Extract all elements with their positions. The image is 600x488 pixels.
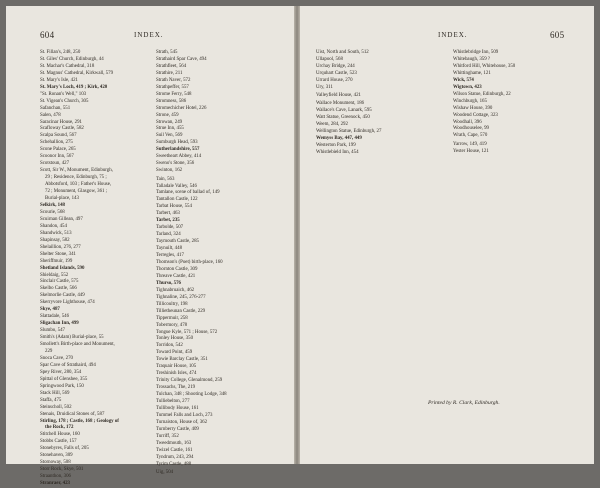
index-entry: Tyndrum, 243, 294 — [156, 454, 194, 460]
index-entry: Stornoway, 508 — [40, 460, 71, 466]
index-entry: Scafloway Castle, 582 — [40, 126, 84, 132]
index-entry: Shetland Islands, 590 — [40, 265, 85, 271]
page-number: 604 — [40, 30, 55, 40]
index-entry: Valleyfield House, 421 — [316, 93, 361, 99]
index-entry: Sumburgh Head, 593 — [156, 140, 198, 146]
index-entry: Stobbs Castle, 157 — [40, 439, 77, 445]
index-entry: Skye, 487 — [40, 307, 60, 313]
index-entry: Staffa, 475 — [40, 397, 62, 403]
index-entry: Stranraer, 423 — [40, 481, 70, 487]
index-entry: Stitchell House, 160 — [40, 432, 80, 438]
index-entry: Whitebaugh, 359 ? — [453, 56, 491, 62]
index-entry: Weem, 284, 292 — [316, 122, 348, 128]
index-entry: Tulchan, 348 ; Shooting Lodge, 348 — [156, 392, 227, 398]
index-entry: Selkirk, 148 — [40, 202, 66, 208]
index-entry: Stromness, 586 — [156, 98, 187, 104]
index-entry: Stonehaven, 309 — [40, 453, 73, 459]
index-entry: Treshinish Isles, 474 — [156, 371, 197, 377]
running-header: INDEX. — [438, 31, 468, 39]
index-entry: Strone, 459 — [156, 112, 179, 118]
index-entry: Ury, 311 — [316, 84, 333, 90]
index-entry: Wigtown, 423 — [453, 84, 482, 90]
index-entry: Wemyss Bay, 447, 449 — [316, 136, 362, 142]
index-entry: Tippermuir, 258 — [156, 315, 188, 321]
index-entry: Yarrow, 149, 419 — [453, 141, 487, 147]
index-entry: Shapinsay, 582 — [40, 237, 70, 243]
index-entry: Slattadale, 546 — [40, 314, 70, 320]
index-entry: "St. Ronan's Well," 103 — [40, 91, 87, 97]
index-entry: Snoca Cave, 270 — [40, 355, 74, 361]
index-entry: Wilson Statue, Edinburgh, 22 — [453, 91, 511, 97]
index-entry: Tain, 563 — [156, 176, 175, 182]
index-entry: Towie Barclay Castle, 351 — [156, 357, 208, 363]
index-entry: Tyrim Castle, 488 — [156, 461, 192, 467]
index-entry: Straanthon, 306 — [40, 474, 71, 480]
index-entry: Salen, 478 — [40, 112, 61, 118]
index-entry: Taynuilt, 448 — [156, 246, 183, 252]
index-entry: Winchburgh, 165 — [453, 98, 487, 104]
index-entry: Smollett's Birth-place and Monument, — [40, 342, 115, 348]
index-entry: Toward Point, 459 — [156, 350, 193, 356]
index-entry: Tighnaline, 245, 276-277 — [156, 294, 206, 300]
index-entry: Urchay Bridge, 244 — [316, 63, 355, 69]
index-entry: Torridon, 542 — [156, 343, 183, 349]
index-entry: Threave Castle, 421 — [156, 273, 196, 279]
index-entry: St. Mary's Isle, 421 — [40, 77, 78, 83]
index-entry: Tweedmouth, 163 — [156, 440, 192, 446]
index-entry: Scotstoun, 427 — [40, 161, 70, 167]
index-entry: Thomson's (Poet) birth-place, 160 — [156, 259, 223, 265]
index-entry: Whistlebridge Inn, 509 — [453, 50, 499, 55]
index-entry: Watt Statue, Greenock, 450 — [316, 115, 370, 121]
index-entry: Tarbat House, 554 — [156, 204, 192, 210]
index-entry: St. Vigean's Church, 305 — [40, 98, 89, 104]
index-column — [316, 50, 432, 157]
index-entry: Skelbo Castle, 566 — [40, 286, 77, 292]
index-entry: Springwood Park, 150 — [40, 383, 84, 389]
index-entry: Sligachan Inn, 499 — [40, 321, 79, 327]
index-entry: Saracinar House, 291 — [40, 119, 82, 125]
index-entry: Stack Hill, 569 — [40, 390, 70, 396]
index-entry: Stenais, Druidical Stones of, 587 — [40, 411, 105, 417]
index-entry: Suil Ven, 569 — [156, 133, 183, 139]
index-entry: Tonley House, 350 — [156, 336, 194, 342]
index-entry: Safanchan, 551 — [40, 105, 71, 111]
index-entry: Skelmorlie Castle, 449 — [40, 293, 85, 299]
left-page — [6, 6, 294, 487]
index-entry: Sweetheart Abbey, 414 — [156, 154, 202, 160]
index-entry: Strue Inn, 455 — [156, 126, 184, 132]
index-entry: Uist, North and South, 512 — [316, 50, 369, 55]
index-entry: Shieldaig, 552 — [40, 272, 69, 278]
index-entry: Sheriffmuir, 199 — [40, 258, 73, 264]
index-entry: Tarbolde, 507 — [156, 225, 184, 231]
index-entry: Traquair House, 105 — [156, 364, 197, 370]
index-entry: Strathaird Spar Cave, 494 — [156, 56, 207, 62]
index-entry: Strathfleet, 564 — [156, 63, 187, 69]
index-entry: Tummel Falls and Loch, 273 — [156, 412, 213, 418]
index-entry: Urquhart Castle, 523 — [316, 70, 357, 76]
index-entry: Tantallon Castle, 122 — [156, 197, 198, 203]
index-entry: St. Mary's Loch, 419 ; Kirk, 420 — [40, 84, 108, 90]
page-number: 605 — [550, 30, 565, 40]
index-entry: Woodhall, 396 — [453, 119, 482, 125]
index-entry: Tulliebelton, 277 — [156, 399, 190, 405]
index-entry: Yester House, 121 — [453, 148, 489, 154]
index-entry: Whitford Hill, Whitehouse, 350 — [453, 63, 516, 69]
index-entry: Swinton, 162 — [156, 168, 183, 174]
index-entry: Stromechicher Hotel, 226 — [156, 105, 207, 111]
index-entry: Woodend Cottage, 323 — [453, 112, 498, 118]
index-entry: Tarland, 324 — [156, 232, 181, 238]
index-entry: Scuirnan Gillean, 497 — [40, 216, 83, 222]
index-entry: Scalpa Sound, 567 — [40, 133, 77, 139]
index-entry: Tobermory, 478 — [156, 322, 188, 328]
index-entry: Storr Rock, Skye, 501 — [40, 467, 84, 473]
index-entry: St. Machar's Cathedral, 318 — [40, 63, 95, 69]
index-entry: Sweno's Stone, 356 — [156, 161, 195, 167]
index-entry: Strathpeffer, 557 — [156, 84, 189, 90]
index-entry: Shelaillion, 276, 277 — [40, 244, 81, 250]
index-entry: Strowan, 249 — [156, 119, 183, 125]
index-entry: Tillicoultry, 198 — [156, 301, 188, 307]
index-entry: Wallace's Cave, Lanark, 595 — [316, 108, 372, 114]
index-entry: Scoonor Inn, 567 — [40, 154, 74, 160]
index-entry: Scone Palace, 265 — [40, 147, 76, 153]
index-entry: Wick, 574 — [453, 77, 474, 83]
index-entry: St. Fillan's, 248, 250 — [40, 50, 81, 55]
index-column — [453, 50, 575, 156]
index-entry: Thurso, 576 — [156, 280, 182, 286]
index-entry: Tarbert, 463 — [156, 211, 180, 217]
index-entry: Talladale Valley, 546 — [156, 183, 197, 189]
index-entry: Turnaiston, House of, 362 — [156, 419, 208, 425]
index-entry: Wishaw House, 390 — [453, 105, 493, 111]
index-entry: St. Giles' Church, Edinburgh, 44 — [40, 56, 104, 62]
index-entry: Tillietheunan Castle, 229 — [156, 308, 206, 314]
index-entry: Sutherlandshire, 557 — [156, 147, 200, 153]
running-header: INDEX. — [134, 31, 164, 39]
index-entry: Strome Ferry, 548 — [156, 91, 192, 97]
index-entry: Smith's (Adam) Burial-place, 55 — [40, 335, 104, 341]
index-entry: Twizel Castle, 161 — [156, 447, 193, 453]
index-entry: Abbotsford, 103 ; Father's House, — [45, 182, 112, 188]
index-entry: Whittinghame, 121 — [453, 70, 491, 76]
index-entry: St. Magnus' Cathedral, Kirkwall, 579 — [40, 70, 114, 76]
index-entry: Steinscholl, 502 — [40, 404, 72, 410]
index-entry: Wallace Monument, 186 — [316, 101, 365, 107]
index-entry: Strath, 545 — [156, 50, 178, 55]
index-entry: Trossachs, The, 219 — [156, 385, 196, 391]
index-entry: Ullapool, 568 — [316, 56, 343, 62]
index-entry: Tullibody House, 161 — [156, 406, 199, 411]
index-entry: Turnberry Castle, 409 — [156, 426, 199, 432]
index-entry: Scourie, 568 — [40, 209, 65, 215]
index-entry: Spittal of Glenshee, 355 — [40, 376, 88, 382]
index-entry: Sinclair Castle, 575 — [40, 279, 79, 285]
index-entry: Tamlane, scene of ballad of, 149 — [156, 190, 220, 196]
index-entry: Stonebyres, Falls of, 205 — [40, 446, 89, 452]
right-page — [300, 6, 594, 464]
index-entry: Woodhouselee, 99 — [453, 126, 490, 132]
index-entry: Trinity College, Glenalmond, 259 — [156, 378, 223, 384]
index-entry: Scott, Sir W., Monument, Edinburgh, — [40, 168, 113, 174]
index-entry: Slumbo, 547 — [40, 328, 65, 334]
index-entry: Strathire, 211 — [156, 70, 183, 76]
index-entry: Tighnabruaich, 462 — [156, 287, 195, 293]
index-entry: Shelter Stone, 341 — [40, 251, 76, 257]
index-entry: Spar Cave of Strathaird, 494 — [40, 362, 96, 368]
index-entry: 229 — [45, 348, 53, 354]
index-column — [156, 50, 268, 477]
printer-imprint: Printed by R. Clark, Edinburgh. — [428, 400, 500, 406]
index-entry: Burial-place, 143 — [45, 196, 79, 202]
index-column — [40, 50, 152, 488]
index-entry: Spey River, 280, 354 — [40, 369, 82, 375]
index-entry: Urrard House, 270 — [316, 77, 353, 83]
index-entry: Skerryvore Lighthouse, 474 — [40, 300, 95, 306]
index-entry: 72 ; Monument, Glasgow, 361 ; — [45, 189, 108, 195]
index-entry: Schehallion, 275 — [40, 140, 73, 146]
index-entry: Wrath, Cape, 570 — [453, 133, 488, 139]
index-entry: 29 ; Residence, Edinburgh, 75 ; — [45, 175, 107, 181]
index-entry: Westerton Park, 199 — [316, 143, 356, 149]
index-entry: Tarbet, 235 — [156, 218, 180, 224]
index-entry: Stirling, 178 ; Castle, 168 ; Geology of — [40, 418, 119, 424]
index-entry: Taymouth Castle, 285 — [156, 239, 199, 245]
index-entry: Shandon, 454 — [40, 223, 67, 229]
index-entry: Whistlebield Inn, 454 — [316, 150, 359, 156]
index-entry: Wellington Statue, Edinburgh, 27 — [316, 129, 382, 135]
index-entry: Shandwick, 513 — [40, 230, 72, 236]
index-entry: Thornton Castle, 309 — [156, 266, 198, 272]
index-entry: Strath Naver, 572 — [156, 77, 191, 83]
index-entry: Terregles, 417 — [156, 253, 184, 259]
index-entry: the Rock, 172 — [45, 425, 74, 431]
index-entry: Uig, 504 — [156, 469, 174, 475]
index-entry: Tongue Kyle, 571 ; House, 572 — [156, 329, 218, 335]
index-entry: Turriff, 352 — [156, 433, 179, 439]
